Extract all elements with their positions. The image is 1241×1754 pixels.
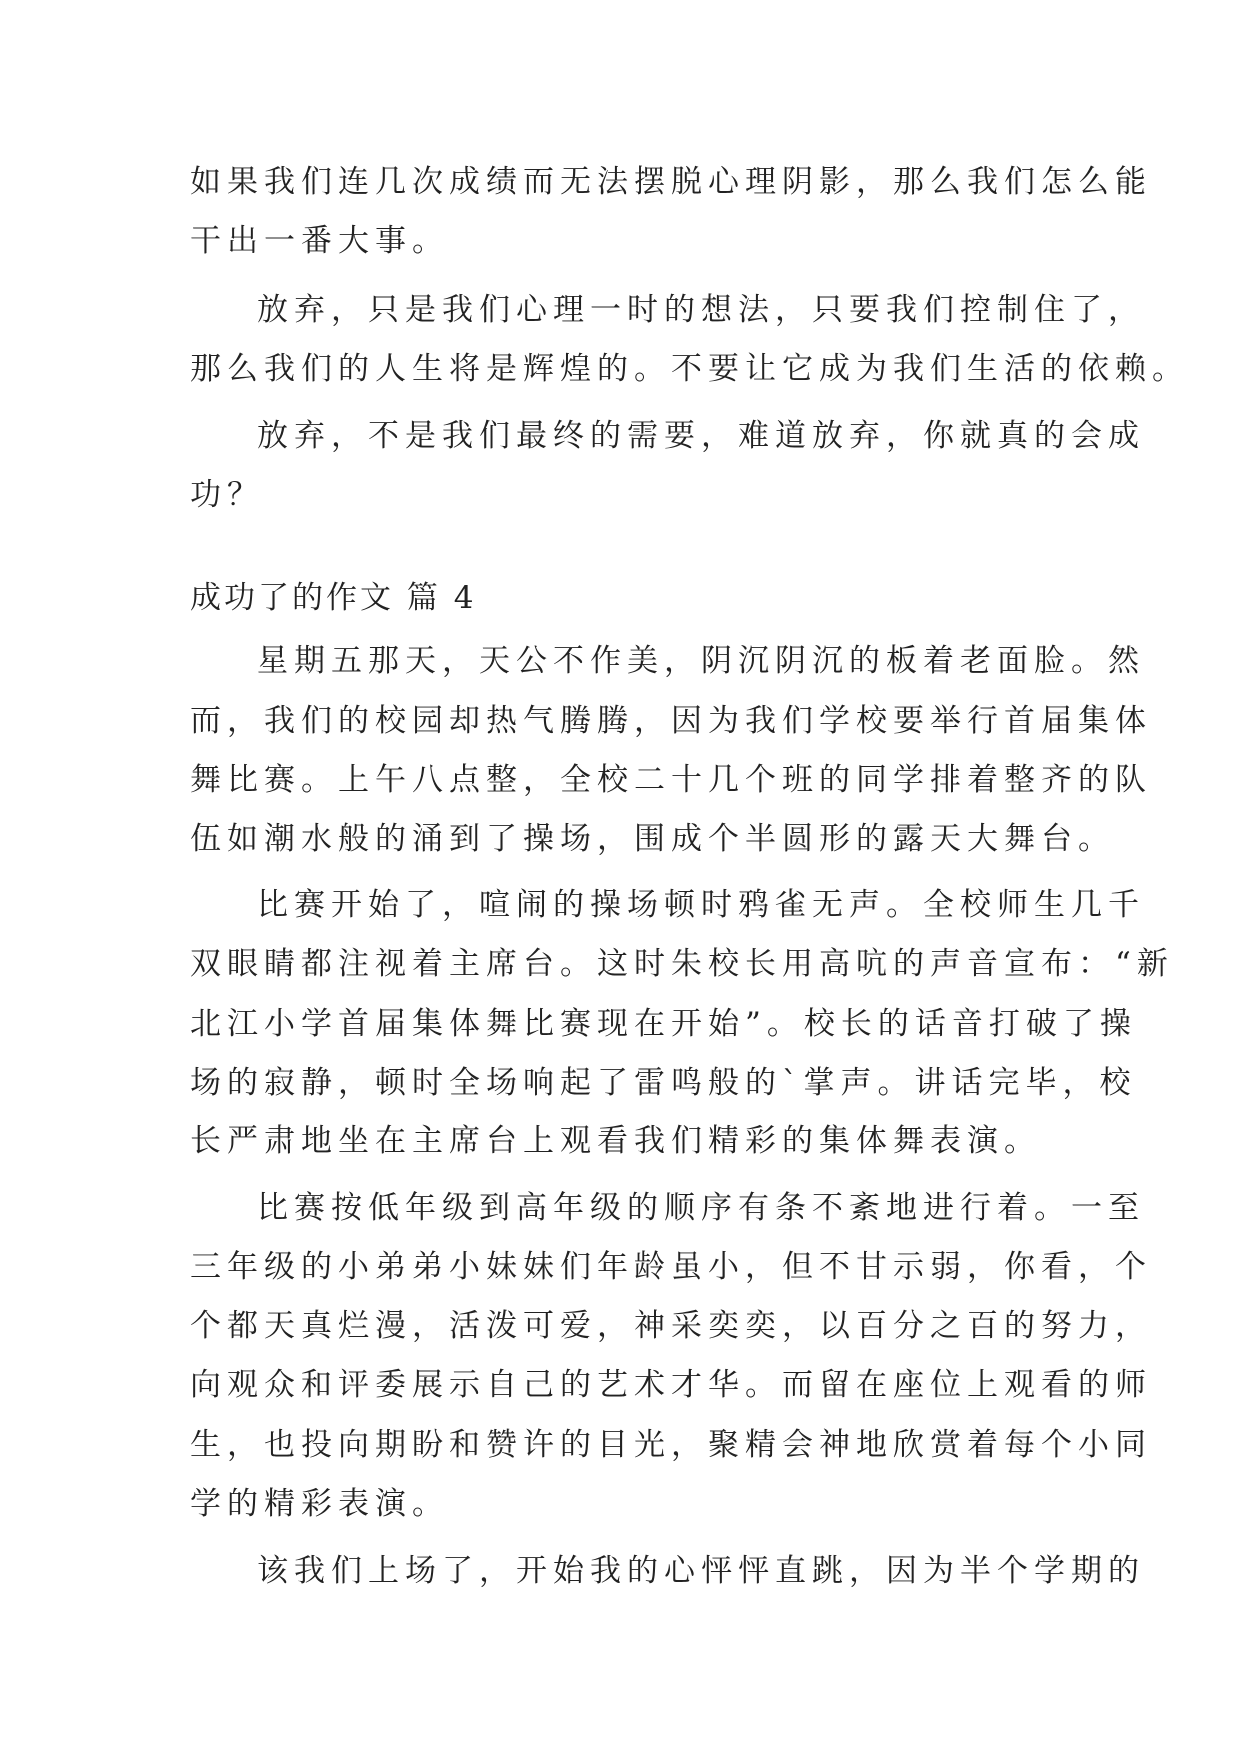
paragraph-line: 比赛按低年级到高年级的顺序有条不紊地进行着。一至 <box>257 1190 1145 1226</box>
paragraph-line: 放弃，不是我们最终的需要，难道放弃，你就真的会成 <box>257 418 1145 454</box>
paragraph-line: 放弃，只是我们心理一时的想法，只要我们控制住了， <box>257 292 1145 328</box>
paragraph-line: 比赛开始了，喧闹的操场顿时鸦雀无声。全校师生几千 <box>257 887 1145 923</box>
paragraph-line: 如果我们连几次成绩而无法摆脱心理阴影，那么我们怎么能 <box>190 164 1152 200</box>
paragraph-line: 而，我们的校园却热气腾腾，因为我们学校要举行首届集体 <box>190 703 1152 739</box>
paragraph-line: 生，也投向期盼和赞许的目光，聚精会神地欣赏着每个小同 <box>190 1427 1152 1463</box>
paragraph-line: 星期五那天，天公不作美，阴沉阴沉的板着老面脸。然 <box>257 643 1145 679</box>
paragraph-line: 双眼睛都注视着主席台。这时朱校长用高吭的声音宣布：“新 <box>190 946 1174 982</box>
paragraph-line: 该我们上场了，开始我的心怦怦直跳，因为半个学期的 <box>257 1553 1145 1589</box>
paragraph-line: 北江小学首届集体舞比赛现在开始”。校长的话音打破了操 <box>190 1006 1137 1042</box>
paragraph-line: 干出一番大事。 <box>190 223 449 259</box>
section-heading: 成功了的作文 篇 4 <box>190 580 477 616</box>
paragraph-line: 功？ <box>190 477 264 513</box>
paragraph-line: 长严肃地坐在主席台上观看我们精彩的集体舞表演。 <box>190 1123 1041 1159</box>
paragraph-line: 场的寂静，顿时全场响起了雷鸣般的`掌声。讲话完毕，校 <box>190 1065 1137 1101</box>
paragraph-line: 那么我们的人生将是辉煌的。不要让它成为我们生活的依赖。 <box>190 351 1189 387</box>
paragraph-line: 舞比赛。上午八点整，全校二十几个班的同学排着整齐的队 <box>190 762 1152 798</box>
paragraph-line: 学的精彩表演。 <box>190 1486 449 1522</box>
paragraph-line: 三年级的小弟弟小妹妹们年龄虽小，但不甘示弱，你看，个 <box>190 1249 1152 1285</box>
paragraph-line: 向观众和评委展示自己的艺术才华。而留在座位上观看的师 <box>190 1367 1152 1403</box>
paragraph-line: 伍如潮水般的涌到了操场，围成个半圆形的露天大舞台。 <box>190 821 1115 857</box>
paragraph-line: 个都天真烂漫，活泼可爱，神采奕奕，以百分之百的努力， <box>190 1308 1152 1344</box>
